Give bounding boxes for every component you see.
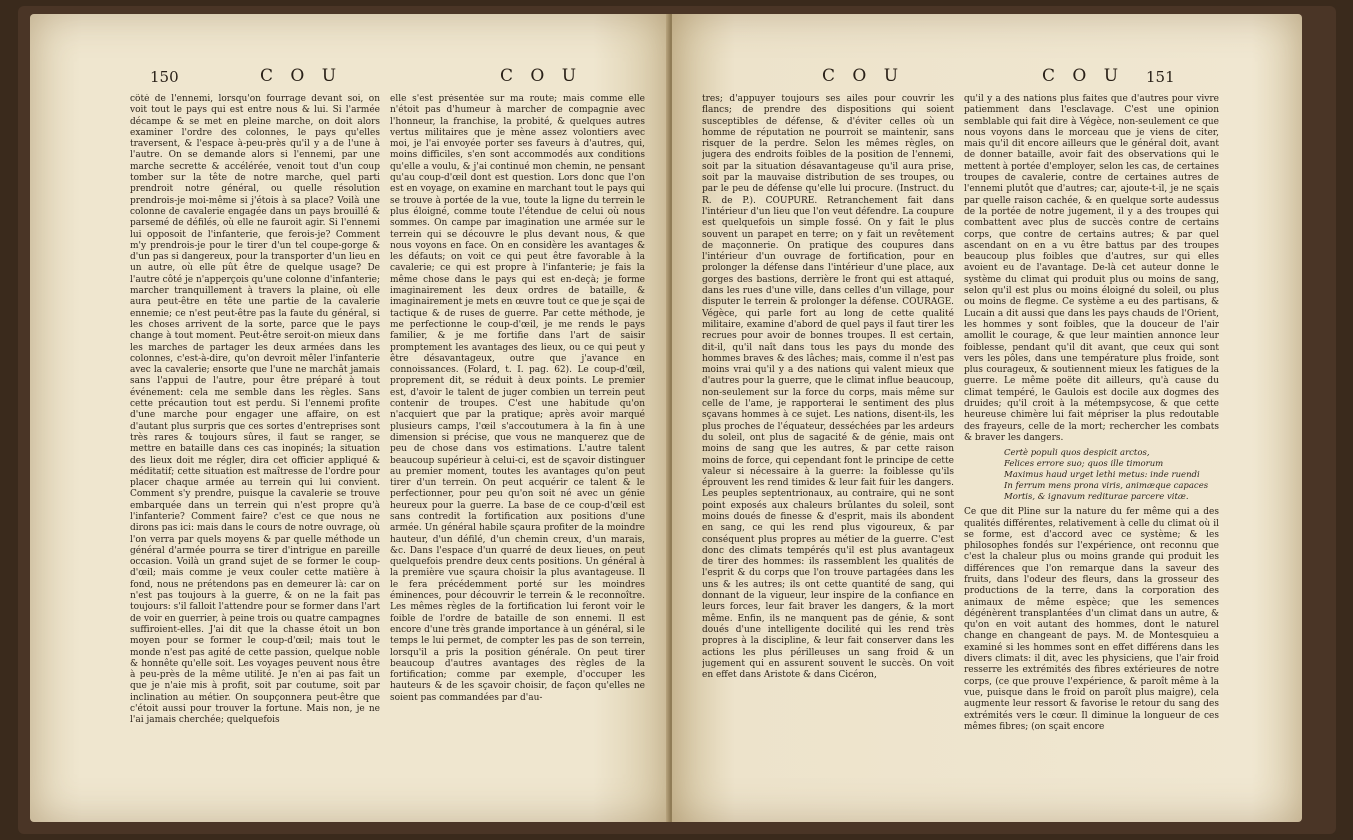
right-page (672, 14, 1302, 822)
body-text: tres; d'appuyer toujours ses ailes pour couvrir les flancs; de prendre des dispositions qui soient susceptibles de défense, & d'éviter celles où un homme de réputation ne pourroit se maintenir, sans risquer de la perdre. Selon les mêmes règles, on jugera des endroits foibles de la position de l'ennemi, soit par la situation désavantageuse qu'il aura prise, soit par la mauvaise distribution de ses troupes, ou par le peu de défense qu'elle lui procure. (Instruct. du R. de P.). COUPURE. Retranchement fait dans l'intérieur d'un lieu que l'on veut défendre. La coupure est quelquefois un simple fossé. On y fait le plus souvent un parapet en terre; on y fait un revêtement de maçonnerie. On pratique des coupures dans l'intérieur d'un ouvrage de fortification, pour en prolonger la défense dans l'intérieur d'une place, aux gorges des bastions, derrière le front qui est attaqué, dans les rues d'une ville, dans celles d'un village, pour disputer le terrein & prolonger la défense. COURAGE. Végèce, qui parle fort au long de cette qualité militaire, examine d'abord de quel pays il faut tirer les recrues pour avoir de bonnes troupes. Il est certain, dit-il, qu'il naît dans tous les pays du monde des hommes braves & des lâches; mais, comme il n'est pas moins vrai qu'il y a des nations qui valent mieux que d'autres pour la guerre, que le climat influe beaucoup, non-seulement sur la force du corps, mais même sur celle de l'ame, je rapporterai le sentiment des plus sçavans hommes à ce sujet. Les nations, disent-ils, les plus proches de l'équateur, desséchées par les ardeurs du soleil, ont plus de sagacité & de génie, mais ont moins de sang que les autres, & par cette raison moins de force, qui cependant font le principe de cette valeur si nécessaire à la guerre: la foiblesse qu'ils éprouvent les rend timides & leur fait fuir les dangers. Les peuples septentrionaux, au contraire, qui ne sont point exposés aux chaleurs brûlantes du soleil, sont moins doués de finesse & d'esprit, mais ils abondent en sang, ce qui les rend plus vigoureux, & par conséquent plus propres au métier de la guerre. C'est donc des climats tempérés qu'il est plus avantageux de tirer des hommes: ils rassemblent les qualités de l'esprit & du corps que l'on trouve partagées dans les uns & les autres; ils ont cette quantité de sang, qui donnant de la vigueur, leur inspire de la confiance en leurs forces, leur fait braver les dangers, & la mort même. Enfin, ils ne manquent pas de génie, & sont doués d'une intelligente docilité qui les rend très propres à la discipline, & leur fait conserver dans les actions les plus périlleuses un sang froid & un jugement qui en assurent souvent le succès. On voit en effet dans Aristote & dans Cicéron, (702, 94, 954, 681)
latin-verse (1004, 448, 1219, 503)
body-text: Ce que dit Pline sur la nature du fer même qui a des qualités différentes, relativement à celle du climat où il se forme, est d'accord avec ce système; & les philosophes fondés sur l'expérience, ont reconnu que c'est la chaleur plus ou moins grande qui produit les différences que l'on remarque dans la saveur des fruits, dans l'odeur des fleurs, dans la grosseur des productions de la terre, dans la corporation des animaux de même espèce; que les semences dégénèrent transplantées d'un climat dans un autre, & qu'on en voit autant des hommes, dont le naturel change en changeant de pays. M. de Montesquieu a examiné si les hommes sont en effet différens dans les divers climats: il dit, avec les physiciens, que l'air froid resserre les extrémités des fibres extérieures de notre corps, (ce que prouve l'expérience, & paroît même à la vue, puisque dans le froid on paroît plus maigre), cela augmente leur ressort & favorise le retour du sang des extrémités vers le cœur. Il diminue la longueur de ces mêmes fibres; (on sçait encore (964, 507, 1219, 732)
running-head: C O U (1042, 66, 1125, 86)
verse-line: In ferrum mens prona viris, animæque capaces (1004, 481, 1209, 492)
body-text: qu'il y a des nations plus faites que d'autres pour vivre patiemment dans l'esclavage. C'est une opinion semblable qui fait dire à Végèce, non-seulement ce que nous voyons dans le morceau que je viens de citer, mais qu'il dit encore ailleurs que le général doit, avant de donner bataille, avoir fait des observations qui le mettent à portée d'employer, selon les cas, de certaines troupes de cavalerie, contre de certaines autres de l'ennemi plutôt que d'autres; car, ajoute-t-il, je ne sçais par quelle raison cachée, & en quelque sorte audessus de la portée de notre jugement, il y a des troupes qui combattent avec plus de succès contre de certains corps, que contre de certains autres; & par quel ascendant on en a vu être battus par des troupes beaucoup plus foibles que d'autres, sur qui elles avoient eu de l'avantage. De-là cet auteur donne le système du climat qui produit plus ou moins de sang, selon qu'il est plus ou moins éloigné du soleil, ou plus ou moins de flegme. Ce système a eu des partisans, & Lucain a dit aussi que dans les pays chauds de l'Orient, les hommes y sont foibles, que la douceur de l'air amollit le courage, & que leur maintien annonce leur foiblesse, pendant qu'il dit avant, que ceux qui sont vers les pôles, dans une température plus froide, sont plus courageux, & soutiennent mieux les fatigues de la guerre. Le même poëte dit ailleurs, qu'à cause du climat tempéré, le Gaulois est docile aux dogmes des druides; qu'il croit à la métempsycose, & que cette heureuse chimère lui fait mépriser la plus redoutable des frayeurs, celle de la mort; rechercher les combats & braver les dangers. (964, 94, 1219, 443)
page-number: 151 (1146, 68, 1175, 86)
verse-line: Mortis, & ignavum rediturae parcere vitæ. (1004, 492, 1189, 503)
text-column-1 (702, 94, 954, 794)
text-column-1 (130, 94, 380, 794)
verse-line: Felices errore suo; quos ille timorum (1004, 459, 1164, 470)
page-number: 150 (150, 68, 179, 86)
text-column-2 (390, 94, 645, 794)
running-head: C O U (822, 66, 905, 86)
body-text: côté de l'ennemi, lorsqu'on fourrage devant soi, on voit tout le pays qui est entre nous & lui. Si l'armée décampe & se met en pleine marche, on doit alors examiner l'ordre des colonnes, le pays qu'elles traversent, & l'espace à-peu-près qu'il y a de l'une à l'autre. On se demande alors si l'ennemi, par une marche secrette & accélérée, venoit tout d'un coup tomber sur la tête de notre marche, quel parti prendroit notre général, ou quelle résolution prendrois-je moi-même si j'étois à sa place? Voilà une colonne de cavalerie engagée dans un pays brouillé & parsemé de défilés, où elle ne fauroit agir. Si l'ennemi lui opposoit de l'infanterie, que ferois-je? Comment m'y prendrois-je pour le tirer d'un tel coupe-gorge & d'un pas si dangereux, pour la transporter d'un lieu en un autre, où elle pût être de quelque usage? De l'autre côté je n'apperçois qu'une colonne d'infanterie; marcher tranquillement à travers la plaine, où elle aura peut-être en tête une partie de la cavalerie ennemie; ce n'est peut-être pas la faute du général, si les choses arrivent de la sorte, parce que le pays change à tout moment. Peut-être seroit-on mieux dans les marches de partager les deux armées dans les colonnes, c'est-à-dire, qu'on devroit mêler l'infanterie avec la cavalerie; ensorte que l'une ne marchât jamais sans l'appui de l'autre, pour être préparé à tout événement: cela me semble dans les règles. Sans cette précaution tout est perdu. Si l'ennemi profite d'une marche pour engager une affaire, on est d'autant plus surpris que ces sortes d'entreprises sont très rares & toujours sûres, il faut se ranger, se mettre en bataille dans ces cas inopinés; la situation des lieux doit me régler, dira cet officier appliqué & méditatif; cette situation est maîtresse de l'ordre pour placer chaque armée au terrein qui lui convient. Comment s'y prendre, puisque la cavalerie se trouve embarquée dans un terrein qui n'est propre qu'à l'infanterie? Comment faire? c'est ce que nous ne dirons pas ici: mais dans le cours de notre ouvrage, où l'on verra par quels moyens & par quelle méthode un général d'armée pourra se tirer d'intrigue en pareille occasion. Voilà un grand sujet de se former le coup-d'œil; mais comme je veux couler cette matière à fond, nous ne prétendons pas en demeurer là: car on n'est pas toujours à la guerre, & on ne la fait pas toujours: s'il falloit l'attendre pour se former dans l'art de voir en guerrier, à peine trois ou quatre campagnes suffiroient-elles. J'ai dit que la chasse étoit un bon moyen pour se former le coup-d'œil; mais tout le monde n'est pas agité de cette passion, quelque noble & honnête qu'elle soit. Les voyages peuvent nous être à peu-près de la même utilité. Je n'en ai pas fait un que je n'aie mis à profit, soit par coutume, soit par inclination au métier. On soupçonnera peut-être que c'étoit aussi pour trouver la fortune. Mais non, je ne l'ai jamais cherchée; quelquefois (130, 94, 380, 726)
verse-line: Maximus haud urget lethi metus: inde ruendi (1004, 470, 1200, 481)
verse-line: Certè populi quos despicit arctos, (1004, 448, 1150, 459)
text-column-2 (964, 94, 1219, 794)
running-head: C O U (500, 66, 583, 86)
running-head: C O U (260, 66, 343, 86)
body-text: elle s'est présentée sur ma route; mais comme elle n'étoit pas d'humeur à marcher de compagnie avec l'honneur, la franchise, la probité, & quelques autres vertus militaires que je mène assez volontiers avec moi, je l'ai envoyée porter ses faveurs à d'autres, qui, moins difficiles, s'en sont accommodés aux conditions qu'elle a voulu, & j'ai continué mon chemin, ne pensant qu'au coup-d'œil dont est question. Lors donc que l'on est en voyage, on examine en marchant tout le pays qui se trouve à portée de la vue, toute la ligne du terrein le plus éloigné, comme toute l'étendue de celui où nous sommes. On campe par imagination une armée sur le terrein qui se découvre le plus devant nous, & que nous voyons en face. On en considère les avantages & les défauts; on voit ce qui peut être favorable à la cavalerie; ce qui est propre à l'infanterie; je fais la même chose dans le pays qui est en-deçà; je forme imaginairement les deux ordres de bataille, & imaginairement je mets en œuvre tout ce que je sçai de tactique & de ruses de guerre. Par cette méthode, je me perfectionne le coup-d'œil, je me rends le pays familier, & je me fortifie dans l'art de saisir promptement les avantages des lieux, ou ce qui peut y être désavantageux, outre que j'avance en connoissances. (Folard, t. I. pag. 62). Le coup-d'œil, proprement dit, se réduit à deux points. Le premier est, d'avoir le talent de juger combien un terrein peut contenir de troupes. C'est une habitude qu'on n'acquiert que par la pratique; après avoir marqué plusieurs camps, l'œil s'accoutumera à la fin à une dimension si précise, que vous ne manquerez que de peu de chose dans vos estimations. L'autre talent beaucoup supérieur à celui-ci, est de sçavoir distinguer au premier moment, toutes les avantages qu'on peut tirer d'un terrein. On peut acquérir ce talent & le perfectionner, pour peu qu'on soit né avec un génie heureux pour la guerre. La base de ce coup-d'œil est sans contredit la fortification aux positions d'une armée. Un général habile sçaura profiter de la moindre hauteur, d'un défilé, d'un chemin creux, d'un marais, &c. Dans l'espace d'un quarré de deux lieues, on peut quelquefois prendre deux cents positions. Un général à la première vue sçaura choisir la plus avantageuse. Il le fera précédemment porté sur les moindres éminences, pour découvrir le terrein & le reconnoître. Les mêmes règles de la fortification lui feront voir le foible de l'ordre de bataille de son ennemi. Il est encore d'une très grande importance à un général, si le temps le lui permet, de compter les pas de son terrein, lorsqu'il a pris la position générale. On peut tirer beaucoup d'autres avantages des règles de la fortification; comme par exemple, d'occuper les hauteurs & de les sçavoir choisir, de façon qu'elles ne soient pas commandées par d'au- (390, 94, 645, 703)
left-page (30, 14, 670, 822)
